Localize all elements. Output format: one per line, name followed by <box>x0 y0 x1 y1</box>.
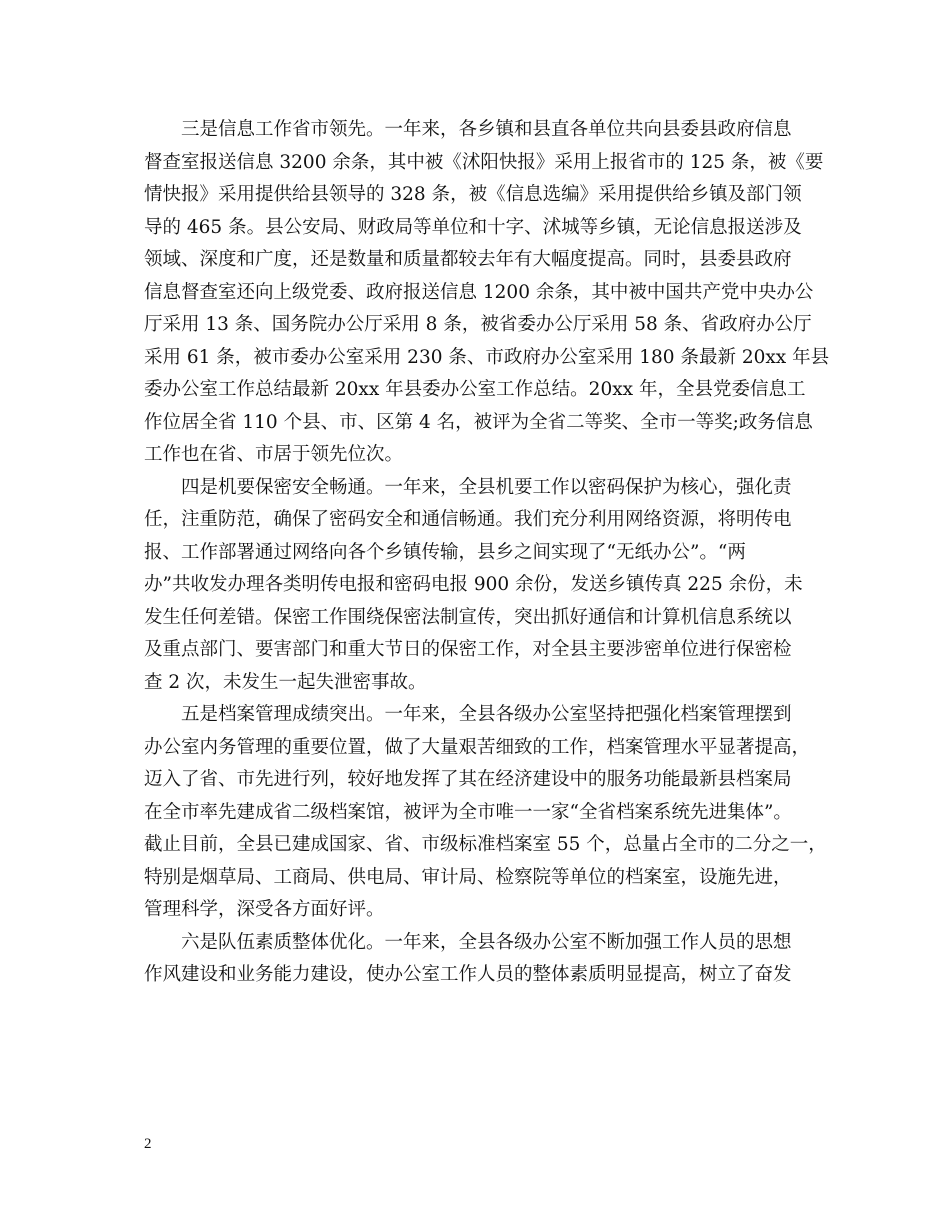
paragraph-information-work <box>144 114 830 472</box>
text-line: 截止目前，全县已建成国家、省、市级标准档案室 55 个，总量占全市的二分之一， <box>144 834 827 855</box>
text-line: 作位居全省 110 个县、市、区第 4 名，被评为全省二等奖、全市一等奖;政务信息 <box>144 411 813 433</box>
paragraph-team-quality <box>144 927 824 992</box>
text-line: 六是队伍素质整体优化。一年来，全县各级办公室不断加强工作人员的思想 <box>181 931 792 953</box>
text-line: 五是档案管理成绩突出。一年来，全县各级办公室坚持把强化档案管理摆到 <box>181 704 792 725</box>
text-line: 采用 61 条，被市委办公室采用 230 条、市政府办公室采用 180 条最新 20xx 年县 <box>144 346 830 368</box>
text-line: 迈入了省、市先进行列，较好地发挥了其在经济建设中的服务功能最新县档案局 <box>144 769 792 790</box>
text-line: 作风建设和业务能力建设，使办公室工作人员的整体素质明显提高，树立了奋发 <box>144 964 792 985</box>
paragraph-confidential-security <box>144 472 824 700</box>
text-line: 厅采用 13 条、国务院办公厅采用 8 条，被省委办公厅采用 58 条、省政府办公厅 <box>144 314 812 335</box>
text-line: 办公室内务管理的重要位置，做了大量艰苦细致的工作，档案管理水平显著提高， <box>144 736 811 758</box>
text-line: 任，注重防范，确保了密码安全和通信畅通。我们充分利用网络资源，将明传电 <box>144 509 792 530</box>
document-body <box>144 114 830 992</box>
text-line: 委办公室工作总结最新 20xx 年县委办公室工作总结。20xx 年，全县党委信息工 <box>144 379 806 400</box>
text-line: 四是机要保密安全畅通。一年来，全县机要工作以密码保护为核心，强化责 <box>181 476 792 498</box>
text-line: 领域、深度和广度，还是数量和质量都较去年有大幅度提高。同时，县委县政府 <box>144 249 792 270</box>
text-line: 及重点部门、要害部门和重大节日的保密工作，对全县主要涉密单位进行保密检 <box>144 639 792 660</box>
text-line: 发生任何差错。保密工作围绕保密法制宣传，突出抓好通信和计算机信息系统以 <box>144 606 792 628</box>
text-line: 办”共收发办理各类明传电报和密码电报 900 余份，发送乡镇传真 225 余份，未 <box>144 574 803 595</box>
text-line: 督查室报送信息 3200 余条，其中被《沭阳快报》采用上报省市的 125 条，被《要 <box>144 151 824 173</box>
text-line: 工作也在省、市居于领先位次。 <box>144 444 404 465</box>
text-line: 特别是烟草局、工商局、供电局、审计局、检察院等单位的档案室，设施先进， <box>144 866 792 888</box>
text-line: 报、工作部署通过网络向各个乡镇传输，县乡之间实现了“无纸办公”。“两 <box>144 541 746 563</box>
text-line: 管理科学，深受各方面好评。 <box>144 899 385 920</box>
text-line: 情快报》采用提供给县领导的 328 条，被《信息选编》采用提供给乡镇及部门领 <box>144 184 802 205</box>
page-number: 2 <box>144 1136 152 1152</box>
text-line: 三是信息工作省市领先。一年来，各乡镇和县直各单位共向县委县政府信息 <box>181 119 792 140</box>
text-line: 导的 465 条。县公安局、财政局等单位和十字、沭城等乡镇，无论信息报送涉及 <box>144 216 802 238</box>
text-line: 查 2 次，未发生一起失泄密事故。 <box>144 671 427 693</box>
text-line: 信息督查室还向上级党委、政府报送信息 1200 余条，其中被中国共产党中央办公 <box>144 281 814 303</box>
text-line: 在全市率先建成省二级档案馆，被评为全市唯一一家“全省档案系统先进集体”。 <box>144 801 792 823</box>
paragraph-archive-management <box>144 699 827 927</box>
